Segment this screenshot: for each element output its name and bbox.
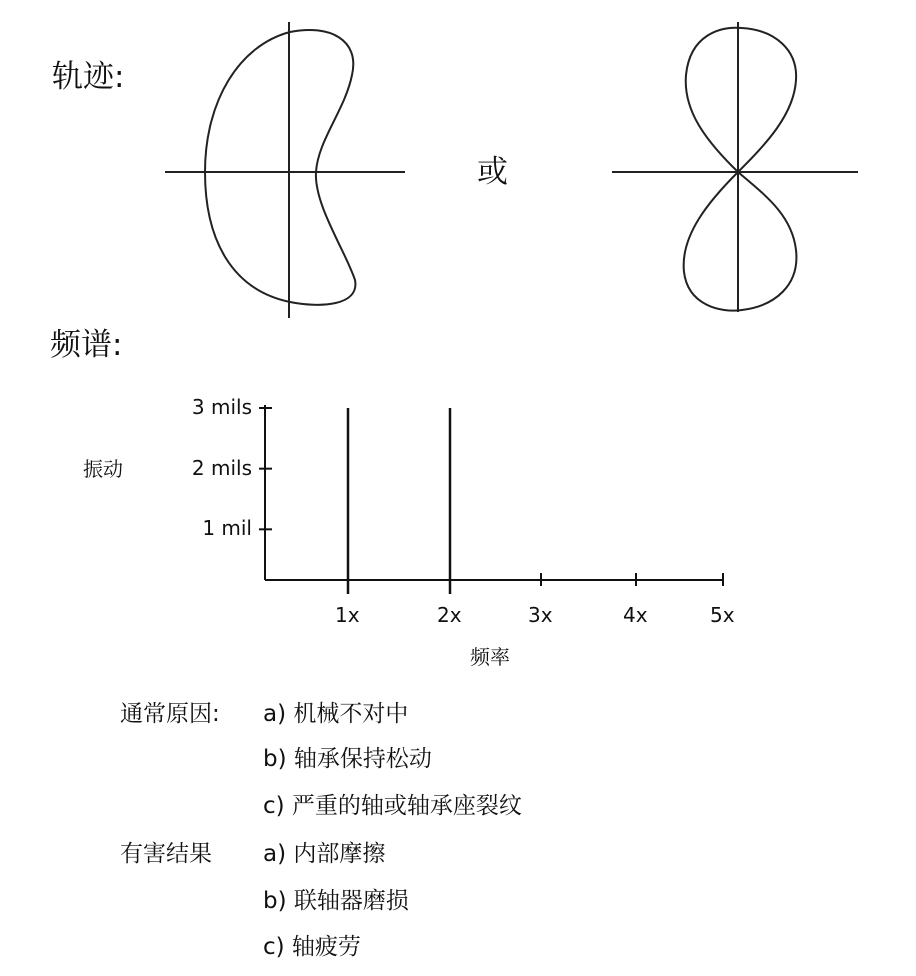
y-axis-title: 振动 [83, 457, 123, 481]
x-tick-label: 1x [335, 603, 360, 627]
x-axis-title: 频率 [470, 645, 510, 669]
orbit-heading: 轨迹: [52, 59, 125, 95]
x-tick-label: 3x [528, 603, 553, 627]
effects-label: 有害结果 [120, 841, 212, 867]
effect-item: a) 内部摩擦 [263, 841, 386, 867]
figure8-orbit-shape [684, 28, 797, 311]
y-tick-label: 1 mil [202, 516, 252, 541]
x-tick-label: 4x [623, 603, 648, 627]
cause-item: c) 严重的轴或轴承座裂纹 [263, 793, 522, 819]
cause-item: b) 轴承保持松动 [263, 746, 432, 772]
or-label: 或 [477, 154, 508, 190]
effect-item: c) 轴疲劳 [263, 934, 361, 960]
cause-item: a) 机械不对中 [263, 701, 409, 727]
spectrum-heading: 频谱: [50, 327, 123, 363]
effect-item: b) 联轴器磨损 [263, 888, 409, 914]
x-tick-label: 2x [437, 603, 462, 627]
causes-label: 通常原因: [120, 701, 220, 727]
y-tick-label: 3 mils [191, 395, 252, 419]
y-tick-label: 2 mils [191, 455, 252, 480]
crescent-orbit-shape [205, 30, 355, 305]
x-tick-label: 5x [710, 603, 735, 627]
